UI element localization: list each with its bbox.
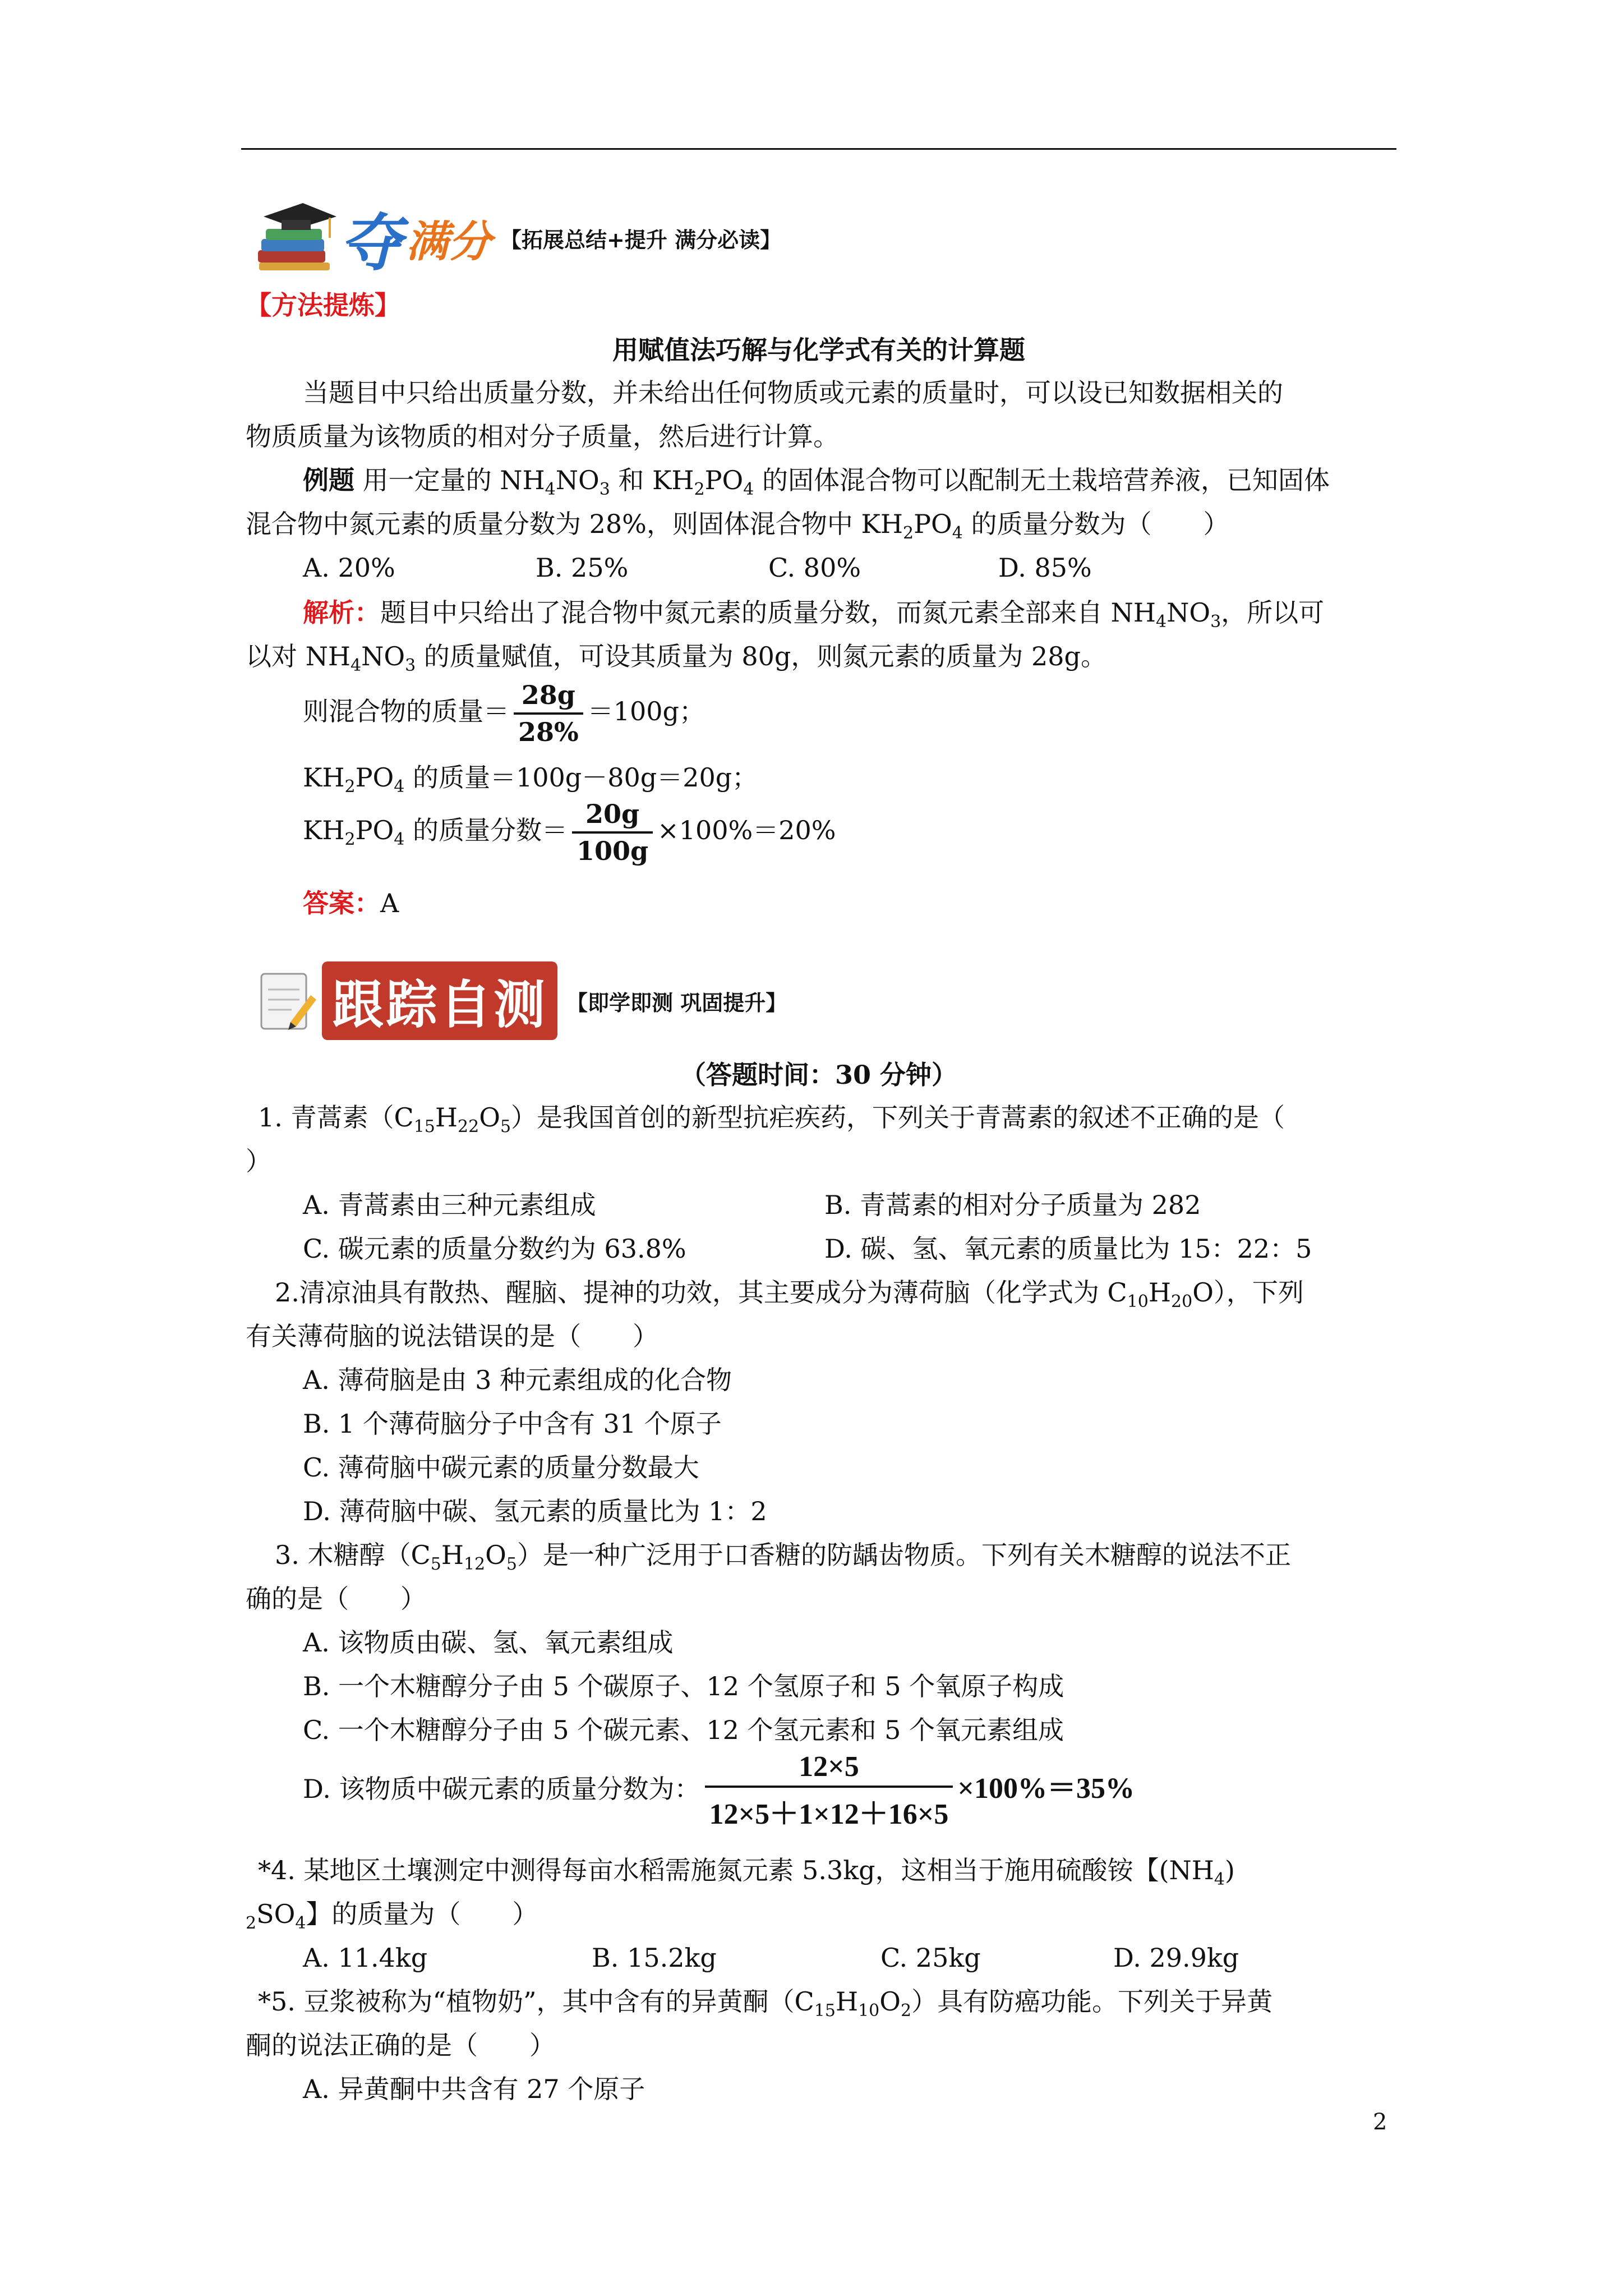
page-number: 2 [1373, 2109, 1387, 2135]
q2-stem-line-1: 2.清凉油具有散热、醒脑、提神的功效，其主要成分为薄荷脑（化学式为 $C_{10}H_{20}O$），下列 [275, 1277, 1304, 1312]
q4-option-d: D. 29.9kg [1113, 1943, 1239, 1973]
answer-label: 答案： [303, 888, 380, 918]
banner-title-duo: 夺 [340, 207, 402, 279]
q3-stem-line-2: 确的是（ ） [246, 1584, 426, 1614]
banner-self-test [257, 961, 787, 1040]
q3-stem-line-1: 3. 木糖醇$(C_5H_{12}O_5)$是一种广泛用于口香糖的防龋齿物质。下列有关木糖醇的说法不正 [275, 1540, 1291, 1574]
q5-option-a: A. 异黄酮中共含有 27 个原子 [303, 2074, 645, 2104]
answer-time: （答题时间：30 分钟） [680, 1060, 958, 1090]
q2-option-c: C. 薄荷脑中碳元素的质量分数最大 [303, 1452, 699, 1483]
example-label: 例题 [303, 465, 354, 495]
analysis-line-2: 以对 $NH_4NO_3$ 的质量赋值，可设其质量为 80g，则氮元素的质量为 28g。 [246, 641, 1106, 675]
q3-option-d: D. 该物质中碳元素的质量分数为： $\frac{12\times 5}{12\times 5+1\times 12+16\times 5}$ ×100%＝35% [303, 1750, 1135, 1832]
q5-stem-line-1: *5. 豆浆被称为“植物奶”，其中含有的异黄酮$(C_{15}H_{10}O_2)$具有防癌功能。下列关于异黄 [258, 1986, 1273, 2021]
banner-full-score [252, 194, 781, 282]
answer-value: A [380, 888, 399, 918]
q3-option-a: A. 该物质由碳、氢、氧元素组成 [303, 1627, 674, 1658]
fraction: $\frac{12\times 5}{12\times 5+1\times 12+16\times 5}$ [705, 1750, 953, 1832]
q1-stem-line-2: ） [246, 1146, 271, 1176]
q2-stem-line-2: 有关薄荷脑的说法错误的是（ ） [246, 1321, 658, 1351]
analysis-equation-1: 则混合物的质量＝ $\frac{28g}{28\%}$ ＝100g； [303, 680, 705, 747]
q1-option-a: A. 青蒿素由三种元素组成 [303, 1190, 596, 1220]
intro-line-2: 物质质量为该物质的相对分子质量，然后进行计算。 [246, 421, 839, 452]
q2-option-b: B. 1 个薄荷脑分子中含有 31 个原子 [303, 1409, 722, 1439]
pencil-paper-icon [257, 967, 319, 1034]
analysis-equation-3: $KH_2PO_4$ 的质量分数＝ $\frac{20g}{100g}$ ×100%＝20% [303, 799, 836, 866]
analysis-equation-2: $KH_2PO_4$ 的质量＝100g－80g＝20g； [303, 762, 758, 797]
q1-option-b: B. 青蒿素的相对分子质量为 282 [824, 1190, 1201, 1220]
q2-option-a: A. 薄荷脑是由 3 种元素组成的化合物 [303, 1365, 732, 1395]
section-heading: 用赋值法巧解与化学式有关的计算题 [612, 335, 1025, 365]
q3-option-c: C. 一个木糖醇分子由 5 个碳元素、12 个氢元素和 5 个氧元素组成 [303, 1715, 1064, 1745]
graduation-books-icon [252, 199, 336, 277]
example-line-1: 例题 用一定量的 $NH_4NO_3$ 和 $KH_2PO_4$ 的固体混合物可以配制无土栽培营养液，已知固体 [303, 465, 1330, 499]
header-rule [241, 148, 1396, 150]
fraction: $\frac{28g}{28\%}$ [514, 680, 583, 747]
q1-stem-line-1: 1. 青蒿素$(C_{15}H_{22}O_5)$是我国首创的新型抗疟疾药，下列关于青蒿素的叙述不正确的是（ [258, 1102, 1285, 1137]
analysis-line-1: 解析：题目中只给出了混合物中氮元素的质量分数，而氮元素全部来自 $NH_4NO_3$，所以可 [303, 597, 1325, 632]
q4-stem-line-1: *4. 某地区土壤测定中测得每亩水稻需施氮元素 5.3kg，这相当于施用硫酸铵【$(NH_4)$ [258, 1855, 1235, 1889]
banner-subtitle: 【即学即测 巩固提升】 [566, 990, 787, 1015]
q4-stem-line-2: $_2SO_4$】的质量为（ ） [246, 1899, 538, 1933]
fraction: $\frac{20g}{100g}$ [572, 799, 653, 866]
example-option-c: C. 80% [768, 553, 861, 583]
example-option-d: D. 85% [998, 553, 1092, 583]
q4-option-b: B. 15.2kg [592, 1943, 717, 1973]
q2-option-d: D. 薄荷脑中碳、氢元素的质量比为 1：2 [303, 1496, 767, 1526]
intro-line-1: 当题目中只给出质量分数，并未给出任何物质或元素的质量时，可以设已知数据相关的 [303, 378, 1283, 408]
q5-stem-line-2: 酮的说法正确的是（ ） [246, 2030, 555, 2060]
q4-option-c: C. 25kg [880, 1943, 981, 1973]
example-option-b: B. 25% [536, 553, 629, 583]
banner-title-manfen: 满分 [406, 216, 491, 266]
analysis-label: 解析： [303, 597, 380, 628]
banner-title-tracking: 跟踪自测 [322, 961, 557, 1040]
example-line-2: 混合物中氮元素的质量分数为 28%，则固体混合物中 $KH_2PO_4$ 的质量分数为（ ） [246, 509, 1229, 543]
section-tag: 【方法提炼】 [246, 290, 400, 320]
example-option-a: A. 20% [303, 553, 395, 583]
q1-option-c: C. 碳元素的质量分数约为 63.8% [303, 1234, 686, 1264]
q4-option-a: A. 11.4kg [303, 1943, 428, 1973]
q1-option-d: D. 碳、氢、氧元素的质量比为 15：22：5 [824, 1234, 1312, 1264]
answer-line [303, 886, 399, 920]
q3-option-b: B. 一个木糖醇分子由 5 个碳原子、12 个氢原子和 5 个氧原子构成 [303, 1671, 1064, 1701]
banner-subtitle: 【拓展总结+提升 满分必读】 [500, 227, 782, 252]
